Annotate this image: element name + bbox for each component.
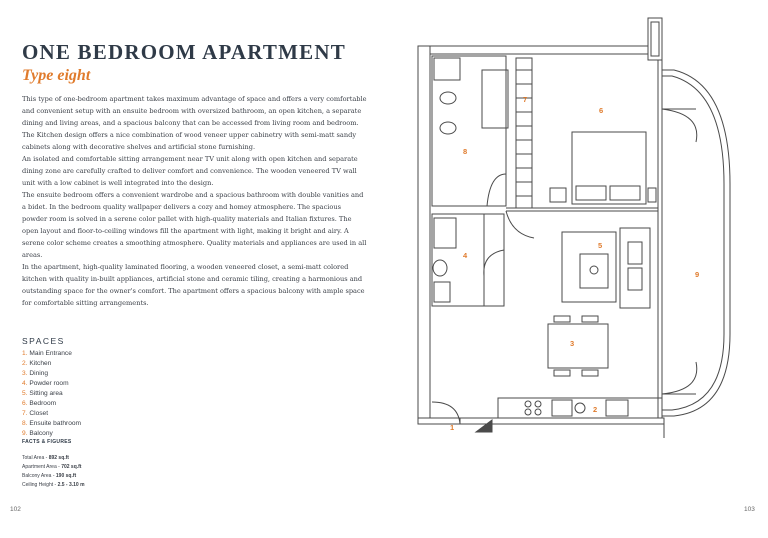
hob xyxy=(535,409,541,415)
space-item xyxy=(22,419,81,429)
facts-heading: FACTS & FIGURES xyxy=(22,439,72,445)
hob xyxy=(525,401,531,407)
text-column xyxy=(22,40,367,309)
fact-item xyxy=(22,454,85,463)
bed xyxy=(572,132,646,204)
floor-plan xyxy=(412,14,752,448)
room-label-5: 5 xyxy=(598,241,603,250)
space-label: Main Entrance xyxy=(29,350,72,357)
space-number: 8. xyxy=(22,420,28,427)
space-label: Powder room xyxy=(29,380,69,387)
chair xyxy=(582,316,598,322)
room-label-8: 8 xyxy=(463,147,468,156)
hob xyxy=(525,409,531,415)
basin xyxy=(434,282,450,302)
powder-door-arc xyxy=(484,250,504,276)
left-wall xyxy=(418,46,430,418)
powder-room-outline xyxy=(432,214,504,306)
space-item xyxy=(22,349,81,359)
space-label: Dining xyxy=(29,370,49,377)
ensuite-bathroom-outline xyxy=(432,56,506,206)
room-label-1: 1 xyxy=(450,423,455,432)
chair xyxy=(554,370,570,376)
sink xyxy=(552,400,572,416)
room-label-7: 7 xyxy=(523,95,528,104)
column xyxy=(648,18,662,60)
space-item xyxy=(22,369,81,379)
fact-label: Balcony Area - xyxy=(22,473,56,479)
room-label-3: 3 xyxy=(570,339,575,348)
fact-label: Total Area - xyxy=(22,455,49,461)
nightstand xyxy=(550,188,566,202)
bottom-wall xyxy=(418,418,664,424)
coffee-table-ornament xyxy=(590,266,598,274)
page-title: ONE BEDROOM APARTMENT xyxy=(22,40,346,64)
closet-outline xyxy=(516,58,532,208)
fact-label: Apartment Area - xyxy=(22,464,62,470)
space-number: 5. xyxy=(22,390,28,397)
facts-list xyxy=(22,454,85,490)
plan-linework xyxy=(418,18,730,438)
vanity xyxy=(482,70,508,128)
room-label-2: 2 xyxy=(593,405,598,414)
room-label-6: 6 xyxy=(599,106,604,115)
bedroom-door-arc xyxy=(506,211,534,238)
space-number: 4. xyxy=(22,380,28,387)
fact-value: 892 sq.ft xyxy=(48,455,69,461)
description-paragraph: In the apartment, high-quality laminated flooring, a wooden veneered closet, a semi-matt colored kitchen with quality in-built appliances, artificial stone and ceramic tiling, creating a harmonious and outstanding space for the owner's comfort. The apartment offers a spacious balcony with ample space for comfortable sitting arrangements. xyxy=(22,263,365,307)
fact-value: 702 sq.ft xyxy=(61,464,82,470)
space-item xyxy=(22,389,81,399)
fact-item xyxy=(22,481,85,490)
space-item xyxy=(22,399,81,409)
description-paragraph: This type of one-bedroom apartment takes maximum advantage of space and offers a very comfortable and convenient setup with an ensuite bedroom with oversized bathroom, an open kitchen, a separate dining and living areas, and a spacious balcony that can be accessed from living room and bedroom. The Kitchen design offers a nice combination of wood veneer upper cabinetry with semi-matt sandy cabinets along with decorative shelves and artificial stone furnishing. xyxy=(22,95,367,151)
coffee-table xyxy=(580,254,608,288)
fact-item xyxy=(22,463,85,472)
space-label: Kitchen xyxy=(29,360,52,367)
appliance xyxy=(575,403,585,413)
description-paragraph: The ensuite bedroom offers a convenient wardrobe and a spacious bathroom with double vanities and a bidet. In the bedroom quality wallpaper delivers a cozy and homey atmosphere. The spacious powder room is solved in a serene color pallet with high-quality materials and Italian fixtures. The open layout and floor-to-ceiling windows fill the apartment with light, making it bright and airy. A serene color scheme creates a smoothing atmosphere. Quality materials and appliances are used in all areas. xyxy=(22,191,367,259)
space-item xyxy=(22,359,81,369)
floor-plan-drawing xyxy=(412,14,752,444)
shower-tray xyxy=(434,218,456,248)
balcony-rail xyxy=(662,76,724,410)
balcony-door-arc xyxy=(662,362,697,394)
spaces-heading: SPACES xyxy=(22,336,65,346)
fact-item xyxy=(22,472,85,481)
armchair xyxy=(628,242,642,264)
pillow xyxy=(576,186,606,200)
toilet xyxy=(440,92,456,104)
chair xyxy=(554,316,570,322)
bathroom-door-arc xyxy=(487,174,506,206)
chair xyxy=(582,370,598,376)
fact-value: 190 sq.ft xyxy=(55,473,77,479)
fact-label: Ceiling Height - xyxy=(22,482,58,488)
space-label: Ensuite bathroom xyxy=(29,420,82,427)
space-item xyxy=(22,379,81,389)
hob xyxy=(535,401,541,407)
space-item xyxy=(22,409,81,419)
room-label-4: 4 xyxy=(463,251,468,260)
space-number: 7. xyxy=(22,410,28,417)
shower xyxy=(434,58,460,80)
wc xyxy=(433,260,447,276)
page-number-right: 103 xyxy=(744,506,755,513)
space-number: 9. xyxy=(22,430,28,437)
fact-value: 2.5 - 3.10 m xyxy=(57,482,85,488)
fridge xyxy=(606,400,628,416)
type-subtitle: Type eight xyxy=(22,67,91,84)
space-label: Closet xyxy=(29,410,49,417)
armchair xyxy=(628,268,642,290)
space-number: 2. xyxy=(22,360,28,367)
kitchen-counter xyxy=(498,398,662,418)
space-item xyxy=(22,429,81,439)
pillow xyxy=(610,186,640,200)
nightstand xyxy=(648,188,656,202)
space-label: Balcony xyxy=(29,430,53,437)
space-number: 3. xyxy=(22,370,28,377)
space-number: 1. xyxy=(22,350,28,357)
bidet xyxy=(440,122,456,134)
page-number-left: 102 xyxy=(10,506,21,513)
space-label: Sitting area xyxy=(29,390,63,397)
spaces-list xyxy=(22,349,81,439)
description xyxy=(22,93,367,309)
balcony-door-arc xyxy=(662,109,697,142)
room-label-9: 9 xyxy=(695,270,700,279)
top-wall xyxy=(418,46,652,54)
space-label: Bedroom xyxy=(29,400,57,407)
dining-table xyxy=(548,324,608,368)
space-number: 6. xyxy=(22,400,28,407)
description-paragraph: An isolated and comfortable sitting arrangement near TV unit along with open kitchen and separate dining zone are carefully crafted to deliver comfort and convenience. The wooden veneered TV wall unit with a low cabinet is well integrated into the design. xyxy=(22,155,358,187)
